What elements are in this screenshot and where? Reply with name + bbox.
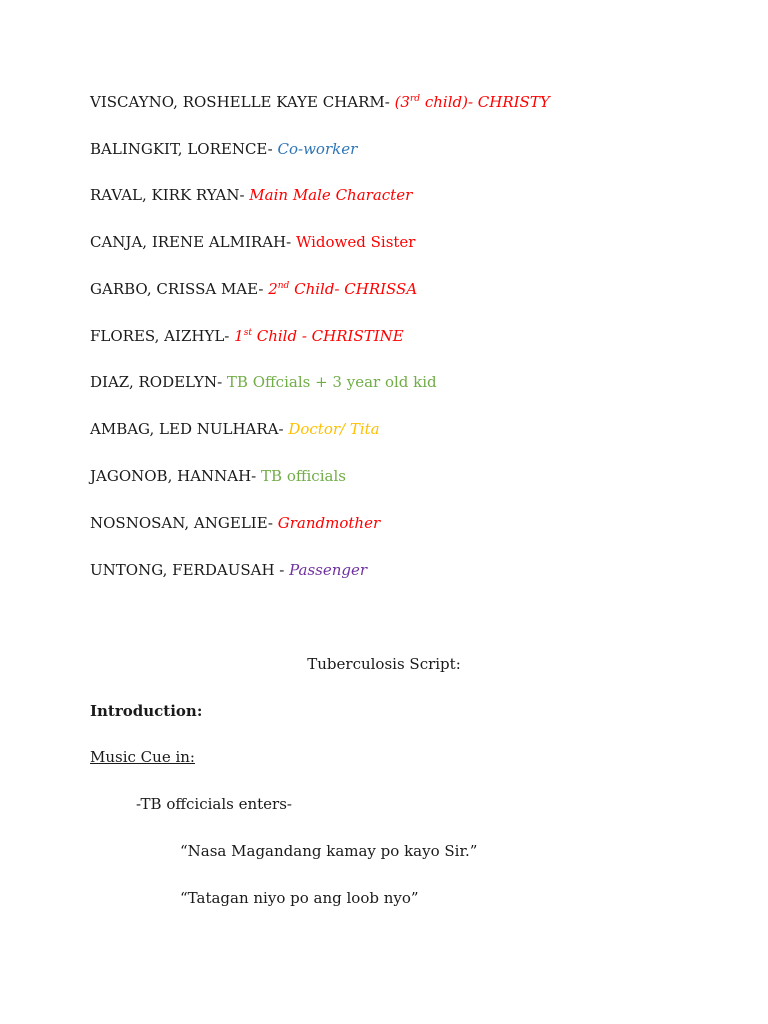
script-title: Tuberculosis Script:	[307, 655, 461, 673]
cast-name: BALINGKIT, LORENCE-	[90, 140, 278, 158]
cast-role: Co-worker	[277, 140, 358, 158]
cast-role-text: 2	[268, 280, 278, 298]
cast-name: GARBO, CRISSA MAE-	[90, 280, 269, 298]
cast-role-text: child)- CHRISTY	[420, 93, 550, 111]
cast-name: FLORES, AIZHYL-	[90, 327, 235, 345]
cast-role-ordinal: rd	[409, 94, 421, 104]
cast-role-ordinal: nd	[277, 281, 290, 291]
cast-role	[268, 280, 417, 298]
cast-line-flores	[90, 326, 404, 346]
cast-line-diaz	[90, 372, 437, 392]
cast-line-ambag	[90, 419, 380, 439]
cast-line-balingkit	[90, 139, 357, 159]
cast-role: Passenger	[289, 561, 368, 579]
music-cue: Music Cue in:	[90, 748, 195, 766]
stage-direction: -TB offcicials enters-	[136, 795, 292, 813]
cast-line-nosnosan	[90, 513, 380, 533]
dialogue-line: “Tatagan niyo po ang loob nyo”	[180, 889, 419, 907]
cast-name: AMBAG, LED NULHARA-	[90, 420, 289, 438]
dialogue-line: “Nasa Magandang kamay po kayo Sir.”	[180, 842, 478, 860]
cast-role	[234, 327, 404, 345]
cast-role: TB Offcials + 3 year old kid	[226, 373, 437, 391]
cast-name: CANJA, IRENE ALMIRAH-	[90, 233, 296, 251]
cast-role	[395, 93, 550, 111]
cast-name: UNTONG, FERDAUSAH -	[90, 561, 290, 579]
cast-role: Grandmother	[277, 514, 381, 532]
cast-line-raval	[90, 185, 412, 205]
cast-role-text: Child - CHRISTINE	[251, 327, 404, 345]
intro-heading: Introduction:	[90, 702, 203, 720]
cast-line-canja	[90, 232, 415, 252]
cast-role: TB officials	[261, 467, 346, 485]
cast-name: DIAZ, RODELYN-	[90, 373, 227, 391]
cast-name: VISCAYNO, ROSHELLE KAYE CHARM-	[90, 93, 395, 111]
cast-line-jagonob	[90, 466, 346, 486]
cast-name: RAVAL, KIRK RYAN-	[90, 186, 250, 204]
cast-role-text: Child- CHRISSA	[289, 280, 418, 298]
cast-role-ordinal: st	[243, 328, 252, 338]
cast-role: Doctor/ Tita	[288, 420, 380, 438]
cast-role: Main Male Character	[249, 186, 413, 204]
cast-line-garbo	[90, 279, 417, 299]
cast-role-text: 1	[234, 327, 244, 345]
cast-name: JAGONOB, HANNAH-	[90, 467, 262, 485]
cast-name: NOSNOSAN, ANGELIE-	[90, 514, 278, 532]
cast-role: Widowed Sister	[295, 233, 416, 251]
cast-role-text: (3	[394, 93, 410, 111]
cast-line-untong	[90, 560, 367, 580]
cast-line-viscayno	[90, 92, 550, 112]
